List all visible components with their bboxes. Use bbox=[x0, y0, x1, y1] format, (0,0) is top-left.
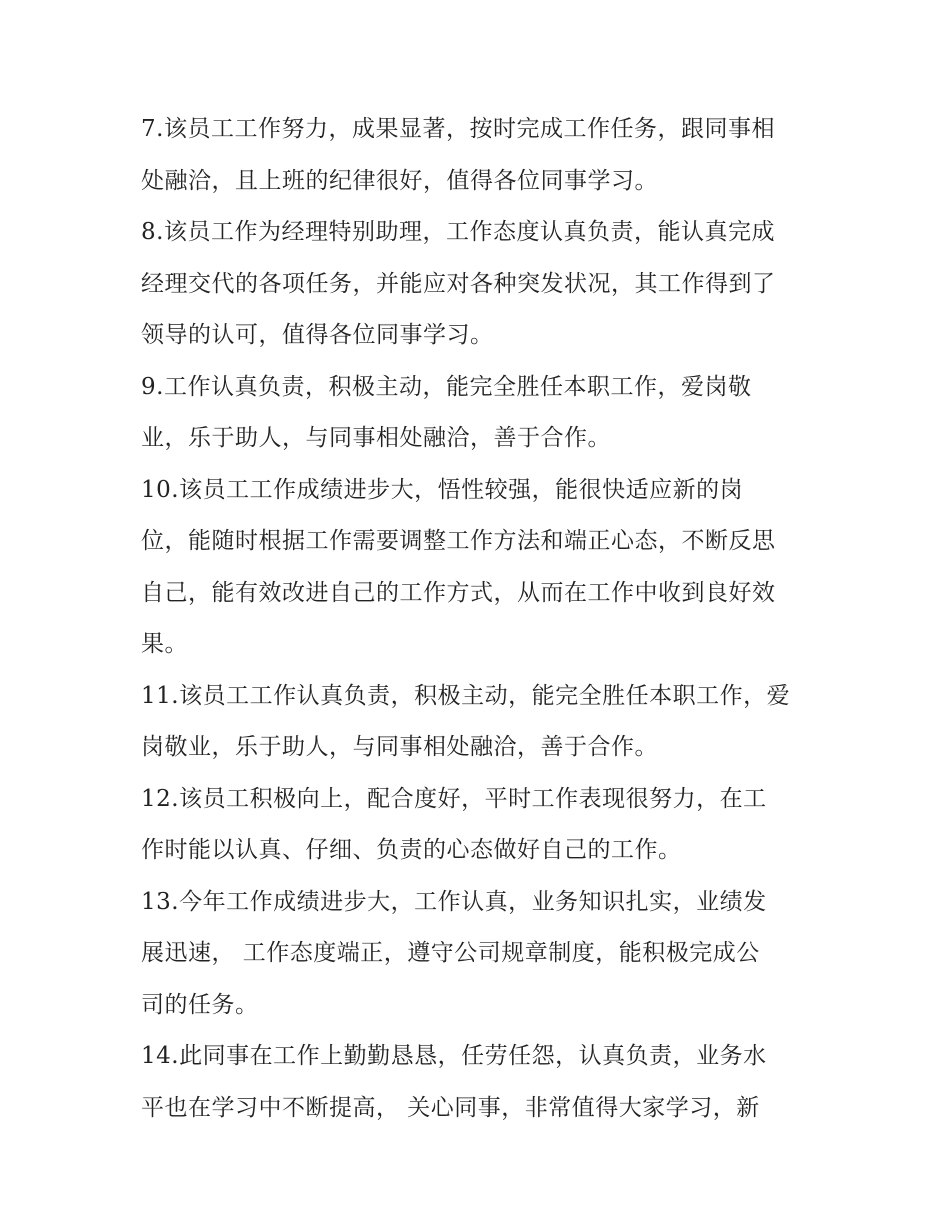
text-line: 处融洽，且上班的纪律很好，值得各位同事学习。 bbox=[141, 167, 658, 194]
text-line: 11.该员工工作认真负责，积极主动，能完全胜任本职工作，爱 bbox=[141, 682, 791, 709]
paragraph-13 bbox=[141, 877, 821, 1032]
text-line: 业，乐于助人，与同事相处融洽，善于合作。 bbox=[141, 425, 611, 451]
text-line: 8.该员工作为经理特别助理，工作态度认真负责，能认真完成 bbox=[141, 219, 775, 245]
text-line: 位，能随时根据工作需要调整工作方法和端正心态，不断反思 bbox=[141, 528, 776, 554]
text-line: 领导的认可，值得各位同事学习。 bbox=[141, 322, 494, 348]
text-line: 14.此同事在工作上勤勤恳恳，任劳任怨，认真负责，业务水 bbox=[141, 1043, 767, 1069]
paragraph-9 bbox=[141, 362, 821, 465]
text-line: 12.该员工积极向上，配合度好，平时工作表现很努力，在工 bbox=[141, 785, 767, 812]
paragraph-7 bbox=[141, 104, 821, 207]
paragraph-8 bbox=[141, 207, 821, 362]
text-line: 展迅速， 工作态度端正，遵守公司规章制度，能积极完成公 bbox=[141, 940, 760, 966]
paragraph-11 bbox=[141, 671, 821, 774]
text-line: 作时能以认真、仔细、负责的心态做好自己的工作。 bbox=[141, 837, 682, 863]
text-line: 7.该员工工作努力，成果显著，按时完成工作任务，跟同事相 bbox=[141, 116, 775, 142]
text-line: 10.该员工工作成绩进步大，悟性较强，能很快适应新的岗 bbox=[141, 476, 744, 503]
text-line: 司的任务。 bbox=[141, 991, 259, 1018]
text-line: 果。 bbox=[141, 631, 188, 657]
paragraph-10 bbox=[141, 465, 821, 671]
text-line: 平也在学习中不断提高， 关心同事，非常值得大家学习，新 bbox=[141, 1094, 760, 1121]
text-line: 岗敬业，乐于助人，与同事相处融洽，善于合作。 bbox=[141, 734, 658, 760]
text-line: 9.工作认真负责，积极主动，能完全胜任本职工作，爱岗敬 bbox=[141, 373, 752, 400]
text-line: 经理交代的各项任务，并能应对各种突发状况，其工作得到了 bbox=[141, 270, 776, 297]
paragraph-12 bbox=[141, 774, 821, 877]
paragraph-14 bbox=[141, 1031, 821, 1134]
document-body bbox=[141, 104, 821, 1134]
text-line: 自己，能有效改进自己的工作方式，从而在工作中收到良好效 bbox=[141, 579, 776, 606]
text-line: 13.今年工作成绩进步大，工作认真，业务知识扎实，业绩发 bbox=[141, 888, 767, 915]
